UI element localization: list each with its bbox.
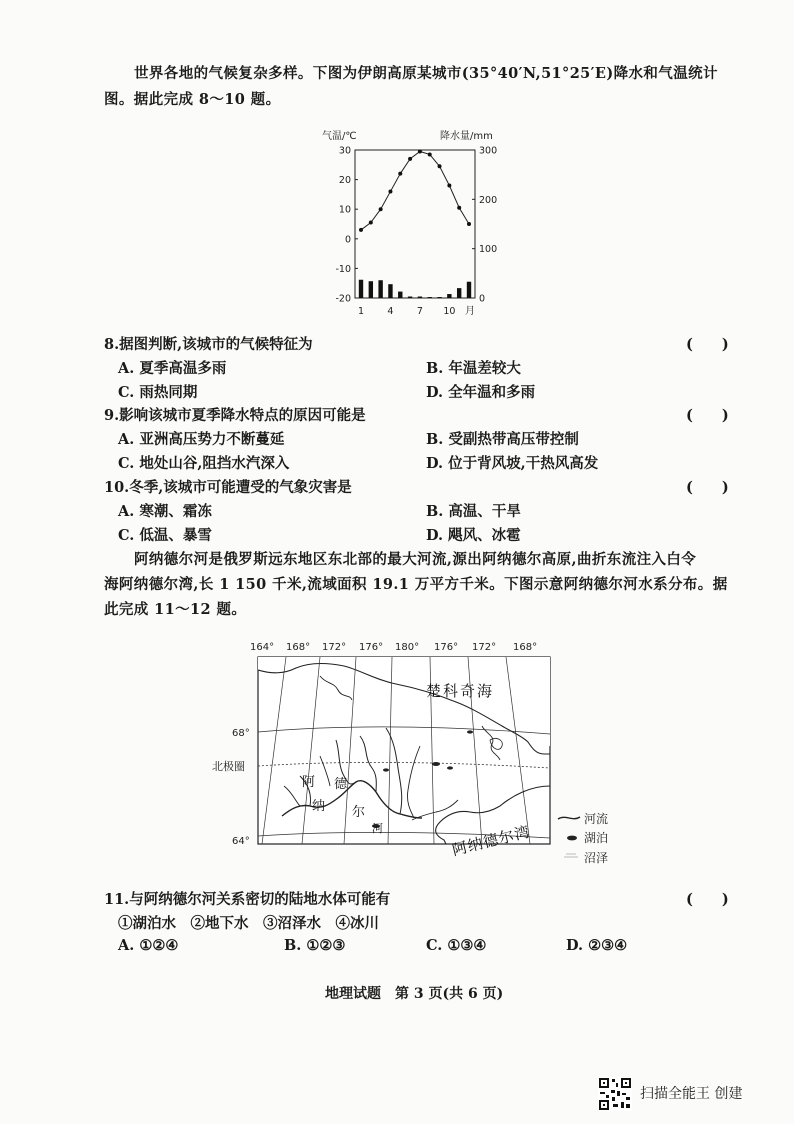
scanner-watermark: 扫描全能王 创建 [640,1086,743,1102]
precip-tick-label: 0 [479,293,486,305]
precip-bar [369,281,373,298]
lat-label-64: 64° [232,836,250,847]
intro1-line2: 图。据此完成 8～10 题。 [104,91,281,108]
page-footer: 地理试题 第 3 页(共 6 页) [325,986,504,1002]
temperature-point [379,207,383,211]
precip-bar [388,284,392,298]
precip-bar [457,288,461,298]
q10-option-d[interactable]: D. 飓风、冰雹 [426,527,521,544]
q8-option-d[interactable]: D. 全年温和多雨 [426,384,536,401]
temperature-point [457,206,461,210]
precip-tick-label: 300 [479,145,498,157]
q10-option-a[interactable]: A. 寒潮、霜冻 [118,503,212,520]
intro1-line1: 世界各地的气候复杂多样。下图为伊朗高原某城市(35°40′N,51°25′E)降水和气温统计 [134,65,718,82]
temp-axis-label: 气温/℃ [322,131,357,142]
temp-tick-label: 30 [338,145,351,157]
lon-label: 168° [286,642,311,653]
lon-label: 172° [322,642,347,653]
q9-option-d[interactable]: D. 位于背风坡,干热风高发 [426,455,599,472]
precip-bar [437,297,441,298]
precip-bar [467,282,471,298]
temperature-point [388,189,392,193]
lake [467,730,473,733]
temperature-line [361,151,469,229]
temperature-point [467,222,471,226]
q10-option-b[interactable]: B. 高温、干旱 [426,503,521,520]
month-tick-label: 1 [357,306,365,317]
plot-frame [355,150,475,298]
temp-tick-label: 10 [338,204,351,216]
q11-stem: 11.与阿纳德尔河关系密切的陆地水体可能有 [104,891,391,908]
precip-tick-label: 100 [479,244,498,256]
lon-label: 172° [472,642,497,653]
q9-stem: 9.影响该城市夏季降水特点的原因可能是 [104,407,366,424]
temp-tick-label: -10 [335,263,351,275]
lon-label: 180° [395,642,420,653]
intro2-line2: 海阿纳德尔湾,长 1 150 千米,流域面积 19.1 万平方千米。下图示意阿纳德尔河水系分布。据 [104,576,728,593]
bay-label: 阿纳德尔湾 [450,822,533,860]
q9-option-a[interactable]: A. 亚洲高压势力不断蔓延 [118,431,285,448]
temp-tick-label: 0 [344,234,351,246]
q11-option-c[interactable]: C. ①③④ [426,937,487,954]
lon-label: 176° [434,642,459,653]
q8-option-c[interactable]: C. 雨热同期 [118,384,198,401]
lake [432,762,440,766]
precip-bar [418,297,422,298]
q8-answer-paren[interactable]: ( ) [686,336,729,353]
q11-option-d[interactable]: D. ②③④ [566,937,628,954]
lat-label-68: 68° [232,728,250,739]
q10-option-c[interactable]: C. 低温、暴雪 [118,527,212,544]
intro2-line3: 此完成 11～12 题。 [104,601,247,618]
temperature-point [369,221,373,225]
x-axis-unit: 月 [465,306,475,317]
month-tick-label: 10 [443,306,456,317]
temperature-point [398,172,402,176]
q11-items: ①湖泊水 ②地下水 ③沼泽水 ④冰川 [118,915,379,932]
month-tick-label: 7 [416,306,423,317]
lake [383,768,389,771]
precip-bar [428,297,432,298]
lon-label: 176° [359,642,384,653]
temperature-point [428,152,432,156]
sea-label: 楚科奇海 [426,682,495,700]
precip-bar [447,294,451,298]
river-label-char: 德 [334,777,348,792]
lon-label: 164° [250,642,275,653]
q11-option-a[interactable]: A. ①②④ [118,937,179,954]
precip-bar [408,297,412,298]
temp-tick-label: 20 [338,175,351,187]
q9-option-c[interactable]: C. 地处山谷,阻挡水汽深入 [118,455,290,472]
q9-option-b[interactable]: B. 受副热带高压带控制 [426,431,579,448]
q10-stem: 10.冬季,该城市可能遭受的气象灾害是 [104,479,352,496]
precip-bar [378,280,382,298]
temperature-point [408,157,412,161]
precip-bar [398,292,402,298]
lake [447,766,453,769]
legend-swamp-label: 沼泽 [584,851,609,865]
intro2-line1: 阿纳德尔河是俄罗斯远东地区东北部的最大河流,源出阿纳德尔高原,曲折东流注入白令 [134,551,697,568]
legend-river-label: 河流 [584,812,609,826]
q8-option-a[interactable]: A. 夏季高温多雨 [118,360,227,377]
temperature-point [447,184,451,188]
river-label-char: 纳 [312,799,326,814]
temperature-point [359,228,363,232]
climate-chart [320,122,510,322]
month-tick-label: 4 [387,306,394,317]
arctic-circle-label: 北极圈 [212,760,245,773]
q9-answer-paren[interactable]: ( ) [686,407,729,424]
q11-option-b[interactable]: B. ①②③ [284,937,346,954]
lon-label: 168° [513,642,538,653]
precip-tick-label: 200 [479,194,498,206]
legend-lake-icon [567,836,577,841]
temperature-point [418,149,422,153]
temp-tick-label: -20 [335,293,351,305]
river-label-char: 阿 [302,775,316,790]
river-label-char: 河 [372,822,383,835]
anadyr-map [200,636,640,876]
temperature-point [438,164,442,168]
legend-lake-label: 湖泊 [584,831,609,845]
legend-swamp-icon [564,854,578,857]
q8-option-b[interactable]: B. 年温差较大 [426,360,521,377]
precip-bar [359,280,363,298]
legend-river-icon [558,817,580,819]
q11-answer-paren[interactable]: ( ) [686,891,729,908]
qr-code-icon [598,1077,632,1111]
q8-stem: 8.据图判断,该城市的气候特征为 [104,336,313,353]
precip-axis-label: 降水量/mm [440,131,493,142]
river-label-char: 尔 [352,805,366,820]
q10-answer-paren[interactable]: ( ) [686,479,729,496]
